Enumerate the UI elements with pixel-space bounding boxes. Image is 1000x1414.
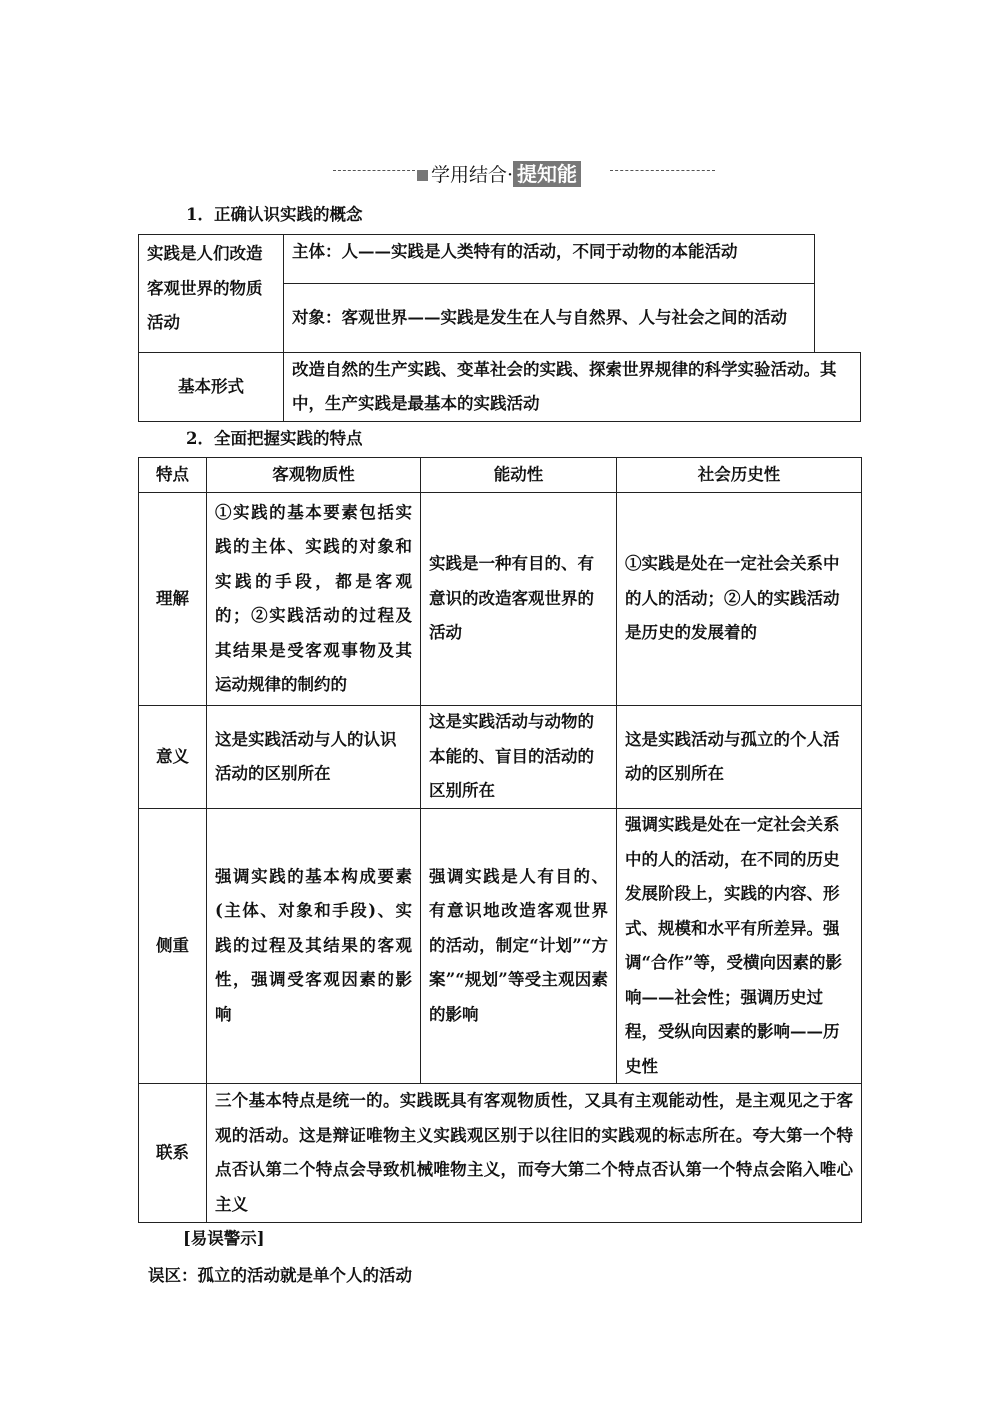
header-cell: 特点 xyxy=(138,457,207,493)
object-cell: 对象：客观世界——实践是发生在人与自然界、人与社会之间的活动 xyxy=(283,283,815,353)
forms-cell: 改造自然的生产实践、变革社会的实践、探索世界规律的科学实验活动。其中，生产实践是最基本的实践活动 xyxy=(283,352,861,422)
myth-text: 误区：孤立的活动就是单个人的活动 xyxy=(148,1266,412,1285)
table-cell: ①实践的基本要素包括实践的主体、实践的对象和实践的手段，都是客观的；②实践活动的过程及其结果是受客观事物及其运动规律的制约的 xyxy=(206,492,421,706)
table-cell: 强调实践的基本构成要素(主体、对象和手段)、实践的过程及其结果的客观性，强调受客观因素的影响 xyxy=(206,808,421,1084)
section1-heading: 1．正确认识实践的概念 xyxy=(186,205,363,224)
table-cell: 实践是一种有目的、有意识的改造客观世界的活动 xyxy=(420,492,617,706)
warning-title: [易误警示] xyxy=(183,1229,265,1248)
divider-left xyxy=(333,170,415,171)
table-cell: 强调实践是处在一定社会关系中的人的活动，在不同的历史发展阶段上，实践的内容、形式、规模和水平有所差异。强调“合作”等，受横向因素的影响——社会性；强调历史过程，受纵向因素的影响——历史性 xyxy=(616,808,862,1084)
banner-highlight: 提知能 xyxy=(513,161,581,187)
section-banner: 学用结合· 提知能 xyxy=(417,158,581,187)
subject-cell: 主体：人——实践是人类特有的活动，不同于动物的本能活动 xyxy=(283,234,815,284)
section2-heading: 2．全面把握实践的特点 xyxy=(186,429,363,448)
table-cell: 这是实践活动与孤立的个人活动的区别所在 xyxy=(616,705,862,809)
table-cell: 强调实践是人有目的、有意识地改造客观世界的活动，制定“计划”“方案”“规划”等受主观因素的影响 xyxy=(420,808,617,1084)
row-label: 侧重 xyxy=(138,808,207,1084)
divider-right xyxy=(610,170,715,171)
header-cell: 社会历史性 xyxy=(616,457,862,493)
forms-label: 基本形式 xyxy=(138,352,284,422)
row-label: 意义 xyxy=(138,705,207,809)
row-label: 联系 xyxy=(138,1083,207,1223)
definition-cell: 实践是人们改造客观世界的物质活动 xyxy=(138,234,284,353)
row-label: 理解 xyxy=(138,492,207,706)
table-cell: ①实践是处在一定社会关系中的人的活动；②人的实践活动是历史的发展着的 xyxy=(616,492,862,706)
square-icon xyxy=(417,170,428,181)
header-cell: 客观物质性 xyxy=(206,457,421,493)
link-cell: 三个基本特点是统一的。实践既具有客观物质性，又具有主观能动性，是主观见之于客观的活动。这是辩证唯物主义实践观区别于以往旧的实践观的标志所在。夸大第一个特点否认第二个特点会导致机械唯物主义，而夸大第二个特点否认第一个特点会陷入唯心主义 xyxy=(206,1083,862,1223)
header-cell: 能动性 xyxy=(420,457,617,493)
table-cell: 这是实践活动与人的认识活动的区别所在 xyxy=(206,705,421,809)
table-cell: 这是实践活动与动物的本能的、盲目的活动的区别所在 xyxy=(420,705,617,809)
